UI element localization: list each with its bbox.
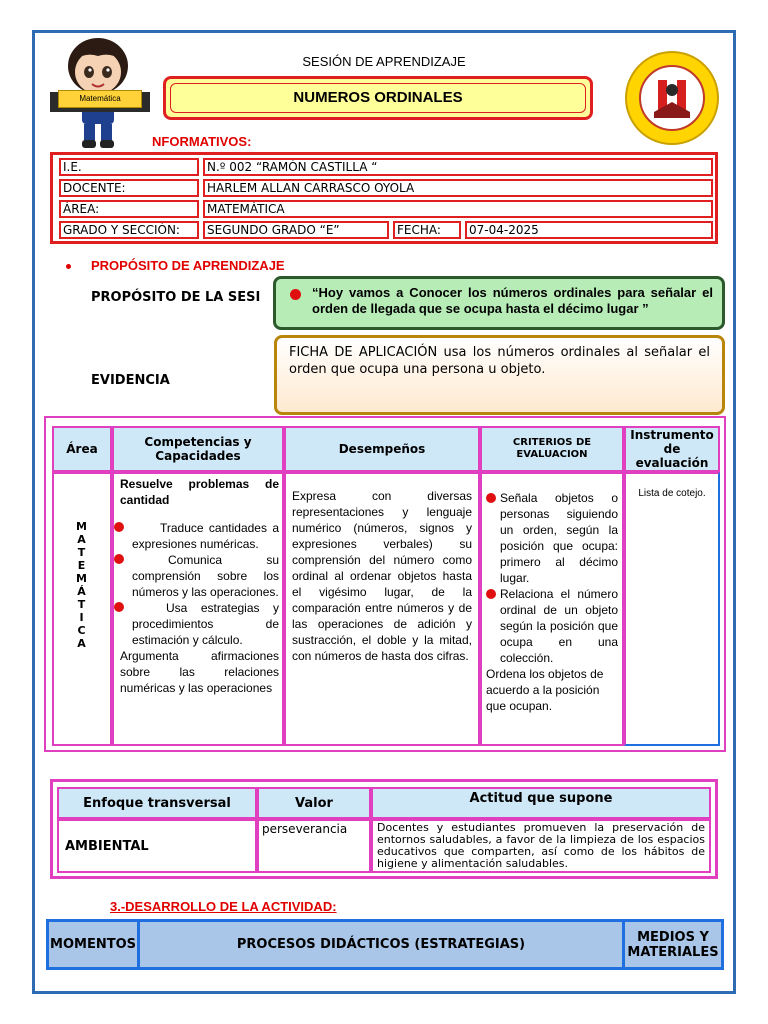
- header-desempenos: Desempeños: [284, 426, 480, 472]
- evidence-text: FICHA DE APLICACIÓN usa los números ordinales al señalar el orden que ocupa una persona u objeto.: [289, 345, 710, 377]
- mascot-label: Matemática: [58, 90, 142, 108]
- bullet-icon: [486, 493, 496, 503]
- header-valor: Valor: [257, 787, 371, 819]
- info-row: [59, 221, 709, 241]
- header-medios: MEDIOS Y MATERIALES: [627, 929, 719, 960]
- approach-value: perseverancia: [257, 819, 371, 873]
- grade-label: GRADO Y SECCIÓN:: [59, 221, 199, 239]
- info-label: ÁREA:: [59, 200, 199, 218]
- criteria-item: Relaciona el número ordinal de un objeto según la posición que ocupa en una colección.: [486, 586, 618, 666]
- info-label: I.E.: [59, 158, 199, 176]
- instrument-text: Lista de cotejo.: [638, 488, 706, 499]
- purpose-text: “Hoy vamos a Conocer los números ordinales para señalar el orden de llegada que se ocupa hasta el décimo lugar ”: [312, 285, 713, 316]
- info-table: [50, 152, 718, 244]
- approach-table: [50, 779, 718, 879]
- bullet-icon: [114, 554, 124, 564]
- competence-cell: [112, 472, 284, 746]
- bullet-icon: [290, 289, 301, 300]
- purpose-label: PROPÓSITO DE LA SESI: [91, 290, 261, 305]
- grade-value: SEGUNDO GRADO “E”: [203, 221, 389, 239]
- approach-attitude: Docentes y estudiantes promueven la preservación de entornos saludables, a favor de la limpieza de los espacios educativos que comparten, así como de los hábitos de higiene y alimentación saludables.: [371, 819, 711, 873]
- info-section-title: NFORMATIVOS:: [152, 134, 252, 149]
- capacity-item: Comunica su comprensión sobre los números y las operaciones.: [120, 552, 279, 600]
- school-seal-icon: [624, 50, 720, 146]
- header-actitud: Actitud que supone: [371, 787, 711, 819]
- date-value: 07-04-2025: [465, 221, 713, 239]
- header-competencias: Competencias y Capacidades: [112, 426, 284, 472]
- info-row: [59, 158, 709, 178]
- bullet-icon: [114, 522, 124, 532]
- info-value: MATEMÁTICA: [203, 200, 713, 218]
- capacity-item: Traduce cantidades a expresiones numéricas.: [120, 520, 279, 552]
- header-procesos: PROCESOS DIDÁCTICOS (ESTRATEGIAS): [140, 922, 625, 967]
- competence-title: Resuelve problemas de cantidad: [120, 477, 279, 507]
- instrument-cell: [624, 472, 720, 746]
- criteria-cell: [480, 472, 624, 746]
- capacity-item: Usa estrategias y procedimientos de estimación y cálculo.: [120, 600, 279, 648]
- bullet-icon: [486, 589, 496, 599]
- header-area: Área: [52, 426, 112, 472]
- approach-name: AMBIENTAL: [57, 819, 257, 873]
- desempeno-text: Expresa con diversas representaciones y lenguaje numérico (números, signos y expresiones verbales) su comprensión del número como ordinal al ordenar objetos hasta el vigésimo lugar, de la comparación entre números y de las operaciones de adición y sustracción, el doble y la mitad, con números de hasta dos cifras.: [292, 489, 472, 663]
- purpose-section-title: PROPÓSITO DE APRENDIZAJE: [66, 258, 285, 273]
- header-criterios: CRITERIOS DE EVALUACION: [480, 426, 624, 472]
- competencies-table: [44, 416, 726, 752]
- moments-table-header: [46, 919, 724, 970]
- criteria-item: Ordena los objetos de acuerdo a la posición que ocupan.: [486, 667, 604, 713]
- development-title: 3.-DESARROLLO DE LA ACTIVIDAD:: [110, 899, 337, 914]
- purpose-box: [273, 276, 725, 330]
- topic-title: NUMEROS ORDINALES: [170, 83, 586, 113]
- capacity-item: Argumenta afirmaciones sobre las relaciones numéricas y las operaciones: [120, 649, 279, 695]
- header-instrumento: Instrumento de evaluación: [624, 426, 720, 472]
- desempeno-cell: [284, 472, 480, 746]
- bullet-icon: [66, 264, 71, 269]
- school-seal: [624, 50, 720, 146]
- topic-box: [163, 76, 593, 120]
- area-cell: M A T E M Á T I C A: [52, 472, 112, 746]
- info-row: [59, 179, 709, 199]
- session-title: SESIÓN DE APRENDIZAJE: [302, 54, 466, 69]
- info-label: DOCENTE:: [59, 179, 199, 197]
- criteria-item: Señala objetos o personas siguiendo un orden, según la posición que ocupa: primero al décimo lugar.: [486, 490, 618, 586]
- info-value: HARLEM ALLAN CARRASCO OYOLA: [203, 179, 713, 197]
- header-enfoque: Enfoque transversal: [57, 787, 257, 819]
- info-value: N.º 002 “RAMÓN CASTILLA “: [203, 158, 713, 176]
- bullet-icon: [114, 602, 124, 612]
- evidence-box: [274, 335, 725, 415]
- evidence-label: EVIDENCIA: [91, 373, 170, 388]
- date-label: FECHA:: [393, 221, 461, 239]
- header-momentos: MOMENTOS: [49, 922, 140, 967]
- info-row: [59, 200, 709, 220]
